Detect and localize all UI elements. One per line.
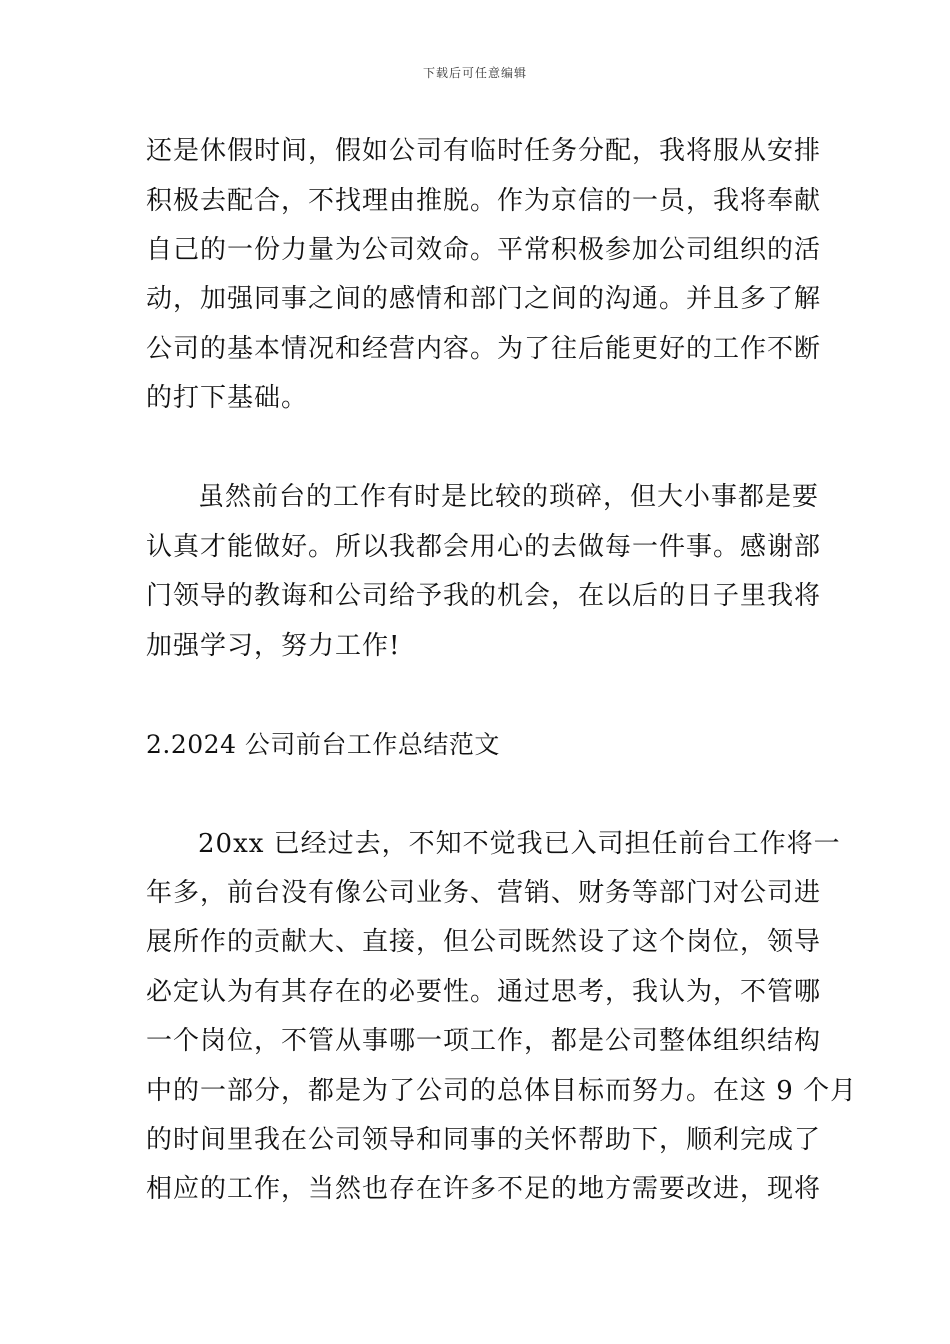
paragraph-1-line-2: 积极去配合，不找理由推脱。作为京信的一员，我将奉献	[146, 186, 822, 216]
paragraph-1-line-6: 的打下基础。	[146, 383, 309, 413]
paragraph-3-line-7: 的时间里我在公司领导和同事的关怀帮助下，顺利完成了	[146, 1125, 822, 1155]
page-header: 下载后可任意编辑	[422, 66, 527, 80]
paragraph-2-line-2: 认真才能做好。所以我都会用心的去做每一件事。感谢部	[146, 532, 822, 562]
paragraph-1-line-5: 公司的基本情况和经营内容。为了往后能更好的工作不断	[146, 334, 822, 364]
paragraph-1-line-4: 动，加强同事之间的感情和部门之间的沟通。并且多了解	[146, 284, 822, 314]
paragraph-2-line-3: 门领导的教诲和公司给予我的机会，在以后的日子里我将	[146, 581, 822, 611]
paragraph-2-line-4: 加强学习，努力工作!	[146, 631, 401, 661]
paragraph-3-line-4: 必定认为有其存在的必要性。通过思考，我认为，不管哪	[146, 977, 822, 1007]
paragraph-3-line-5: 一个岗位，不管从事哪一项工作，都是公司整体组织结构	[146, 1026, 822, 1056]
paragraph-3-line-8: 相应的工作，当然也存在许多不足的地方需要改进，现将	[146, 1174, 822, 1204]
paragraph-1-line-3: 自己的一份力量为公司效命。平常积极参加公司组织的活	[146, 235, 822, 265]
section-heading: 2.2024 公司前台工作总结范文	[146, 730, 500, 759]
paragraph-1-line-1: 还是休假时间，假如公司有临时任务分配，我将服从安排	[146, 136, 822, 166]
paragraph-3-line-6: 中的一部分，都是为了公司的总体目标而努力。在这 9 个月	[146, 1076, 858, 1106]
paragraph-3-line-3: 展所作的贡献大、直接，但公司既然设了这个岗位，领导	[146, 927, 822, 957]
paragraph-2-line-1: 虽然前台的工作有时是比较的琐碎，但大小事都是要	[198, 482, 820, 512]
paragraph-3-line-2: 年多，前台没有像公司业务、营销、财务等部门对公司进	[146, 878, 822, 908]
paragraph-3-line-1: 20xx 已经过去，不知不觉我已入司担任前台工作将一	[198, 829, 841, 859]
